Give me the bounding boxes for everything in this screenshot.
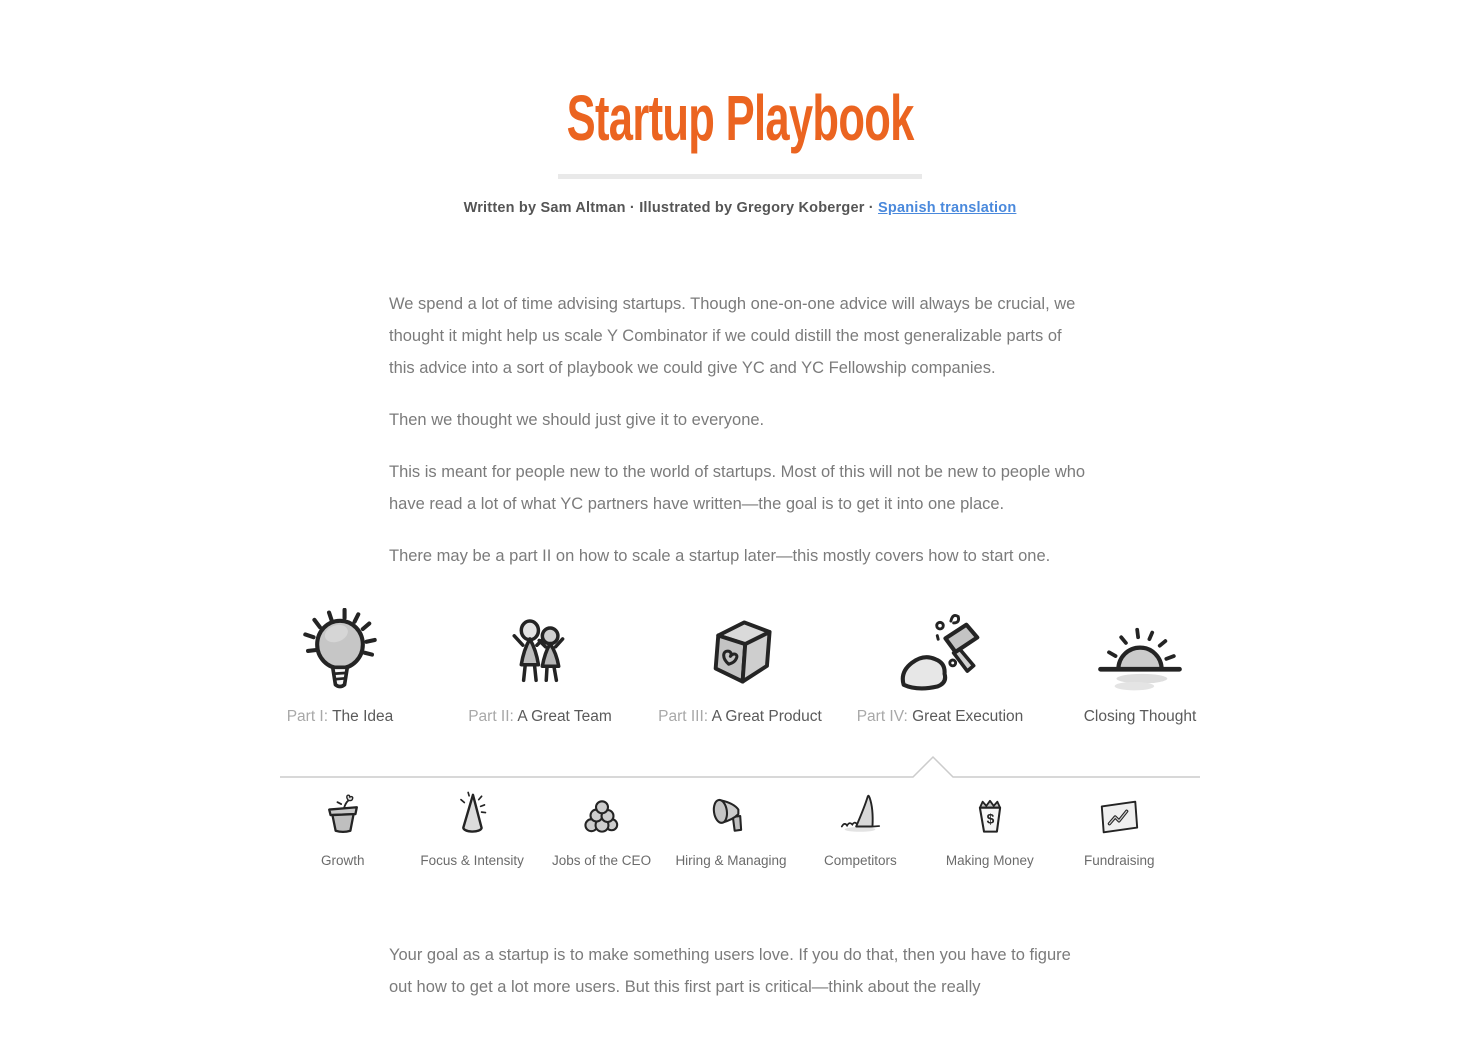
byline <box>0 200 1480 216</box>
section-nav-label: Hiring & Managing <box>675 853 787 868</box>
part-nav-label: Part II: A Great Team <box>468 708 612 725</box>
body-section <box>389 939 1091 1003</box>
section-nav-label: Focus & Intensity <box>420 853 524 868</box>
intro-paragraph: There may be a part II on how to scale a startup later—this mostly covers how to start one. <box>389 547 1051 565</box>
shark-fin-icon <box>836 791 884 839</box>
intro-paragraph: This is meant for people new to the world of startups. Most of this will not be new to people who have read a lot of what YC partners have written—the goal is to get it into one place. <box>389 463 1086 513</box>
chart-page-icon <box>1095 791 1143 839</box>
section-nav-item-jobs-of-the-ceo[interactable] <box>537 791 666 868</box>
byline-text: Written by Sam Altman · Illustrated by Gregory Koberger · <box>463 200 879 216</box>
spanish-translation-link[interactable]: Spanish translation <box>878 200 1017 216</box>
product-cube-icon <box>696 608 784 692</box>
megaphone-icon <box>708 791 754 839</box>
body-paragraph: Your goal as a startup is to make something users love. If you do that, then you have to figure out how to get a lot more users. But this first part is critical—think about the really <box>389 946 1071 996</box>
hammer-rock-icon <box>894 608 986 692</box>
part-nav-item-closing-thought[interactable] <box>1040 608 1240 726</box>
part-nav <box>240 608 1240 726</box>
intro-section <box>389 288 1091 572</box>
page-title: Startup Playbook <box>566 82 914 154</box>
intro-paragraph: Then we thought we should just give it to everyone. <box>389 411 765 429</box>
rock-pile-icon <box>579 791 625 839</box>
section-nav-label: Jobs of the CEO <box>552 853 652 868</box>
cone-icon <box>448 791 496 839</box>
part-nav-label: Part IV: Great Execution <box>856 708 1024 725</box>
section-nav-item-focus-intensity[interactable] <box>407 791 536 868</box>
header <box>0 0 1480 216</box>
section-nav-label: Growth <box>320 853 365 868</box>
section-nav <box>278 791 1184 868</box>
intro-paragraph: We spend a lot of time advising startups. Though one-on-one advice will always be crucial, we thought it might help us scale Y Combinator if we could distill the most generalizable parts of this advice into a sort of playbook we could give YC and YC Fellowship companies. <box>389 295 1076 377</box>
part-nav-item-great-execution[interactable] <box>840 608 1040 726</box>
sunrise-icon <box>1093 608 1187 692</box>
section-nav-item-fundraising[interactable] <box>1055 791 1184 868</box>
part-nav-label: Closing Thought <box>1083 708 1197 725</box>
money-bucket-icon <box>967 791 1013 839</box>
section-divider-caret <box>280 753 1200 779</box>
part-nav-item-the-idea[interactable] <box>240 608 440 726</box>
svg-text:$: $ <box>986 811 995 827</box>
part-nav-item-a-great-product[interactable] <box>640 608 840 726</box>
section-nav-label: Making Money <box>945 853 1034 868</box>
section-nav-item-hiring-managing[interactable] <box>666 791 795 868</box>
team-icon <box>501 608 579 692</box>
title-divider <box>558 174 922 179</box>
part-nav-label: Part III: A Great Product <box>658 708 822 725</box>
section-nav-item-competitors[interactable] <box>796 791 925 868</box>
section-nav-item-making-money[interactable] <box>925 791 1054 868</box>
section-nav-item-growth[interactable] <box>278 791 407 868</box>
lightbulb-icon <box>294 608 386 692</box>
part-nav-label: Part I: The Idea <box>286 708 394 725</box>
part-nav-item-a-great-team[interactable] <box>440 608 640 726</box>
flower-pot-icon <box>320 791 366 839</box>
section-nav-label: Fundraising <box>1083 853 1155 868</box>
section-nav-label: Competitors <box>824 853 897 868</box>
